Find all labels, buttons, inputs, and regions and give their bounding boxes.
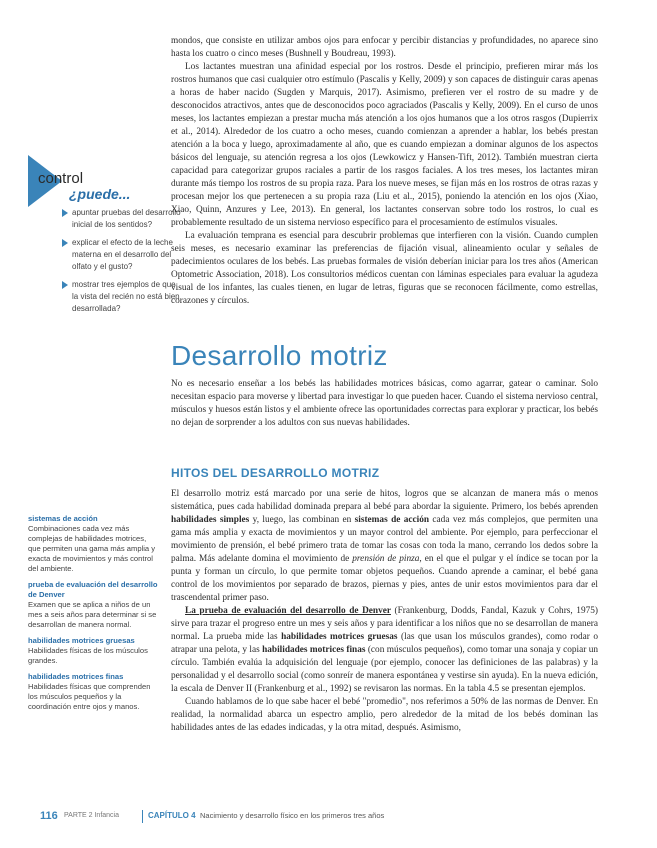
- glossary-entry: [28, 580, 158, 630]
- control-title: control: [38, 170, 84, 187]
- paragraph: El desarrollo motriz está marcado por una serie de hitos, logros que se alcanzan de manera más o menos sistemática, pues cada habilidad dominada prepara al bebé para abordar la siguiente. Primero, los bebés aprenden habilidades simples y, luego, las combinan en sistemas de acción cada vez más complejos, que permiten una gama más amplia y exacta de movimientos y un mayor control del ambiente. Por ejemplo, para perfeccionar el movimiento de prensión, el bebé primero trata de tomar las cosas con toda la mano, cerrando los dedos sobre la palma. Más adelante domina el movimiento de prensión de pinza, en el que el pulgar y el índice se tocan por la punta y forman un círculo, lo que permite tomar objetos pequeños. Cuando aprende a caminar, el bebé gana control de los movimientos por separado de brazos, piernas y pies, antes de unir estos movimientos para dar el trascendental primer paso.: [171, 489, 599, 603]
- paragraph: mondos, que consiste en utilizar ambos ojos para enfocar y percibir distancias y profundidades, no aparece sino hasta los cuatro o cinco meses (Bushnell y Boudreau, 1993).: [171, 36, 598, 59]
- glossary-term: sistemas de acción: [28, 514, 98, 523]
- page-footer: [40, 810, 630, 824]
- glossary-term: prueba de evaluación del desarrollo de Denver: [28, 580, 158, 599]
- triangle-bullet-icon: [62, 209, 68, 217]
- main-column-top: [171, 35, 598, 308]
- triangle-bullet-icon: [62, 281, 68, 289]
- glossary-definition: Habilidades físicas que comprenden los músculos pequeños y la coordinación entre ojos y manos.: [28, 682, 151, 711]
- glossary-entry: [28, 636, 158, 666]
- footer-divider: [142, 810, 143, 823]
- glossary-definition: Habilidades físicas de los músculos grandes.: [28, 646, 148, 665]
- glossary-term: habilidades motrices gruesas: [28, 636, 135, 645]
- paragraph: Cuando hablamos de lo que sabe hacer el bebé "promedio", nos referimos a 50% de las normas de Denver. En realidad, la normalidad abarca un espectro amplio, pero alrededor de la mitad de los bebés dominan las habilidades antes de las edades indicadas, y la otra mitad, después. Asimismo,: [171, 697, 598, 733]
- subsection-heading: HITOS DEL DESARROLLO MOTRIZ: [171, 466, 380, 480]
- glossary-definition: Combinaciones cada vez más complejas de habilidades motrices, que permiten una gama más amplia y exacta de movimientos y más control del ambiente.: [28, 524, 156, 573]
- chapter-label: CAPÍTULO 4: [148, 811, 196, 820]
- glossary-entry: [28, 672, 158, 712]
- paragraph: La prueba de evaluación del desarrollo de Denver (Frankenburg, Dodds, Fandal, Kazuk y Cohrs, 1975) sirve para trazar el progreso entre un mes y seis años y para identificar a los niños que no se desarrollan de manera normal. La prueba mide las habilidades motrices gruesas (las que usan los músculos grandes), como rodar o atrapar una pelota, y las habilidades motrices finas (con músculos pequeños), como tomar una sonaja y copiar un círculo. También evalúa la adquisición del lenguaje (por ejemplo, conocer las definiciones de las palabras) y la personalidad y el desarrollo social (como sonreír de manera espontánea y vestirse sin ayuda). En la nueva edición, la escala de Denver II (Frankenburg et al., 1992) se revisaron las normas. En la tabla 4.5 se presentan ejemplos.: [171, 606, 599, 694]
- glossary-entry: [28, 514, 158, 574]
- triangle-bullet-icon: [62, 239, 68, 247]
- section-intro: [171, 378, 598, 430]
- glossary-sidebar: [28, 514, 158, 718]
- page-number: 116: [40, 810, 58, 822]
- paragraph: No es necesario enseñar a los bebés las habilidades motrices básicas, como agarrar, gatear o caminar. Solo necesitan espacio para moverse y libertad para investigar lo que pueden hacer. Cuando el sistema nervioso central, músculos y huesos están listos y el ambiente ofrece las oportunidades correctas para explorar y practicar, los bebés no dejan de sorprender a los adultos con sus nuevas habilidades.: [171, 379, 598, 428]
- hitos-text: [171, 488, 598, 735]
- section-title: Desarrollo motriz: [171, 340, 388, 371]
- control-list: [62, 207, 182, 321]
- control-item: explicar el efecto de la leche materna en el desarrollo del olfato y el gusto?: [62, 237, 182, 273]
- glossary-term: habilidades motrices finas: [28, 672, 124, 681]
- glossary-definition: Examen que se aplica a niños de un mes a seis años para determinar si se desarrollan de manera normal.: [28, 600, 157, 629]
- control-subtitle: ¿puede...: [69, 186, 131, 202]
- paragraph: La evaluación temprana es esencial para descubrir problemas que interfieren con la visión. Cuando cumplen seis meses, es necesario examinar las preferencias de fijación visual, alineamiento ocular y señales de padecimientos oculares de los bebés. Las pruebas formales de visión deberían iniciar para los tres años (American Optometric Association, 2018). Los consultorios médicos cuentan con láminas especiales para evaluar la agudeza visual de los infantes, las cuales tienen, en lugar de letras, figuras que se reconocen fácilmente, como estrellas, corazones y círculos.: [171, 231, 598, 306]
- control-item: mostrar tres ejemplos de que la vista del recién no está bien desarrollada?: [62, 279, 182, 315]
- control-item: apuntar pruebas del desarrollo inicial de los sentidos?: [62, 207, 182, 231]
- part-label: PARTE 2 Infancia: [64, 812, 119, 819]
- paragraph: Los lactantes muestran una afinidad especial por los rostros. Desde el principio, prefieren mirar más los rostros humanos que casi cualquier otro estímulo (Pascalis y Kelly, 2009) y son capaces de distinguir caras apenas a horas de haber nacido (Sugden y Marquis, 2017). Asimismo, prefieren ver el rostro de su madre y de desconocidos atractivos, antes que de desconocidos poco agraciados (Pascalis y Kelly, 2009). En el curso de unos meses, los lactantes empiezan a prestar mucha más atención a los ojos humanos que a los otros rasgos (Dupierrix et al., 2014). Alrededor de los cuatro a ocho meses, cuando comienzan a aprender a hablar, los bebés prestan atención a la boca y luego, aproximadamente al año, que es cuando empiezan a dominar algunos de los aspectos básicos del lenguaje, su atención regresa a los ojos (Lewkowicz y Hansen-Tift, 2012). También muestran cierta capacidad para categorizar grupos raciales a partir de los rasgos faciales. A los tres meses, los lactantes miran durante más tiempo los rostros de su propia raza. Para los nueve meses, se fijan más en los rostros de otras razas y procesan mejor los que pertenecen a su propia raza (Liu et al., 2015), poniendo la atención en los ojos (Xiao, Xiao, Quinn, Anzures y Lee, 2013). En general, los lactantes conservan sobre todo los rostros, lo cual es probablemente resultado de un sistema nervioso específico para el procesamiento de estímulos visuales.: [171, 62, 598, 228]
- chapter-title: Nacimiento y desarrollo físico en los primeros tres años: [200, 811, 385, 820]
